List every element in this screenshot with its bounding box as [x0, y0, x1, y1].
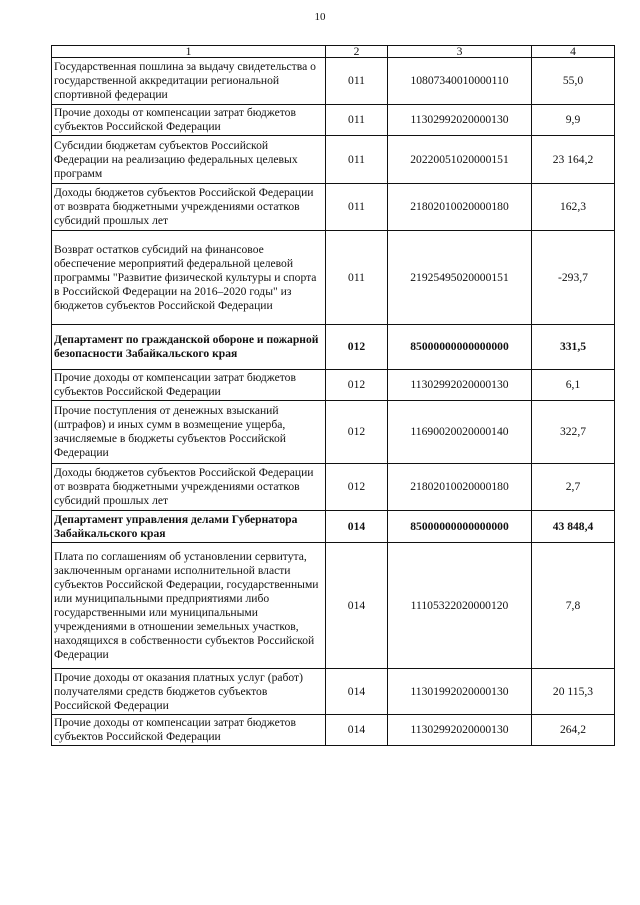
table-row [52, 715, 615, 746]
row-budget-code-cell: 21925495020000151 [388, 231, 532, 325]
row-amount-cell: 20 115,3 [532, 669, 615, 715]
row-amount-cell: 43 848,4 [532, 511, 615, 543]
table-row [52, 136, 615, 184]
row-amount-cell: 322,7 [532, 401, 615, 464]
row-budget-code-cell: 11690020020000140 [388, 401, 532, 464]
row-admin-code-cell: 012 [326, 464, 388, 511]
row-budget-code-cell: 11302992020000130 [388, 370, 532, 401]
row-name-cell: Прочие доходы от компенсации затрат бюджетов субъектов Российской Федерации [52, 105, 326, 136]
row-name-cell: Доходы бюджетов субъектов Российской Федерации от возврата бюджетными учреждениями остатков субсидий прошлых лет [52, 464, 326, 511]
row-name-cell: Прочие поступления от денежных взысканий (штрафов) и иных сумм в возмещение ущерба, зачисляемые в бюджеты субъектов Российской Федерации [52, 401, 326, 464]
table-row [52, 184, 615, 231]
row-name-cell: Департамент управления делами Губернатора Забайкальского края [52, 511, 326, 543]
table-row [52, 401, 615, 464]
row-budget-code-cell: 11105322020000120 [388, 543, 532, 669]
table-row [52, 58, 615, 105]
row-budget-code-cell: 20220051020000151 [388, 136, 532, 184]
row-admin-code-cell: 012 [326, 325, 388, 370]
row-amount-cell: 331,5 [532, 325, 615, 370]
row-amount-cell: 23 164,2 [532, 136, 615, 184]
row-admin-code-cell: 014 [326, 669, 388, 715]
row-amount-cell: 55,0 [532, 58, 615, 105]
row-budget-code-cell: 21802010020000180 [388, 184, 532, 231]
table-row [52, 105, 615, 136]
row-amount-cell: 7,8 [532, 543, 615, 669]
row-admin-code-cell: 011 [326, 105, 388, 136]
row-budget-code-cell: 11302992020000130 [388, 715, 532, 746]
row-budget-code-cell: 10807340010000110 [388, 58, 532, 105]
row-amount-cell: 6,1 [532, 370, 615, 401]
row-admin-code-cell: 011 [326, 231, 388, 325]
row-amount-cell: -293,7 [532, 231, 615, 325]
table-row [52, 669, 615, 715]
column-header-4: 4 [532, 46, 615, 58]
row-name-cell: Субсидии бюджетам субъектов Российской Федерации на реализацию федеральных целевых программ [52, 136, 326, 184]
table-row [52, 325, 615, 370]
table-row [52, 543, 615, 669]
row-budget-code-cell: 11302992020000130 [388, 105, 532, 136]
column-header-3: 3 [388, 46, 532, 58]
row-amount-cell: 2,7 [532, 464, 615, 511]
row-admin-code-cell: 014 [326, 715, 388, 746]
revenue-table [51, 45, 615, 746]
row-budget-code-cell: 85000000000000000 [388, 511, 532, 543]
row-admin-code-cell: 012 [326, 401, 388, 464]
row-name-cell: Департамент по гражданской обороне и пожарной безопасности Забайкальского края [52, 325, 326, 370]
row-admin-code-cell: 012 [326, 370, 388, 401]
table-row [52, 464, 615, 511]
row-admin-code-cell: 011 [326, 58, 388, 105]
row-budget-code-cell: 21802010020000180 [388, 464, 532, 511]
row-name-cell: Доходы бюджетов субъектов Российской Федерации от возврата бюджетными учреждениями остатков субсидий прошлых лет [52, 184, 326, 231]
row-name-cell: Государственная пошлина за выдачу свидетельства о государственной аккредитации региональной спортивной федерации [52, 58, 326, 105]
column-header-2: 2 [326, 46, 388, 58]
table-row [52, 231, 615, 325]
row-name-cell: Возврат остатков субсидий на финансовое обеспечение мероприятий федеральной целевой программы "Развитие физической культуры и спорта в Российской Федерации на 2016–2020 годы" из бюджетов субъектов Российской Федерации [52, 231, 326, 325]
table-row [52, 511, 615, 543]
row-admin-code-cell: 011 [326, 184, 388, 231]
row-amount-cell: 9,9 [532, 105, 615, 136]
row-name-cell: Плата по соглашениям об установлении сервитута, заключенным органами исполнительной власти субъектов Российской Федерации, государственными или муниципальными предприятиями либо государственными или муниципальными учреждениями в отношении земельных участков, находящихся в собственности субъектов Российской Федерации [52, 543, 326, 669]
row-amount-cell: 264,2 [532, 715, 615, 746]
row-name-cell: Прочие доходы от компенсации затрат бюджетов субъектов Российской Федерации [52, 715, 326, 746]
row-name-cell: Прочие доходы от оказания платных услуг (работ) получателями средств бюджетов субъектов Российской Федерации [52, 669, 326, 715]
column-header-1: 1 [52, 46, 326, 58]
row-amount-cell: 162,3 [532, 184, 615, 231]
table-header-row [52, 46, 615, 58]
row-budget-code-cell: 11301992020000130 [388, 669, 532, 715]
row-admin-code-cell: 011 [326, 136, 388, 184]
row-admin-code-cell: 014 [326, 543, 388, 669]
table-row [52, 370, 615, 401]
page-number: 10 [314, 11, 326, 23]
row-budget-code-cell: 85000000000000000 [388, 325, 532, 370]
row-name-cell: Прочие доходы от компенсации затрат бюджетов субъектов Российской Федерации [52, 370, 326, 401]
row-admin-code-cell: 014 [326, 511, 388, 543]
